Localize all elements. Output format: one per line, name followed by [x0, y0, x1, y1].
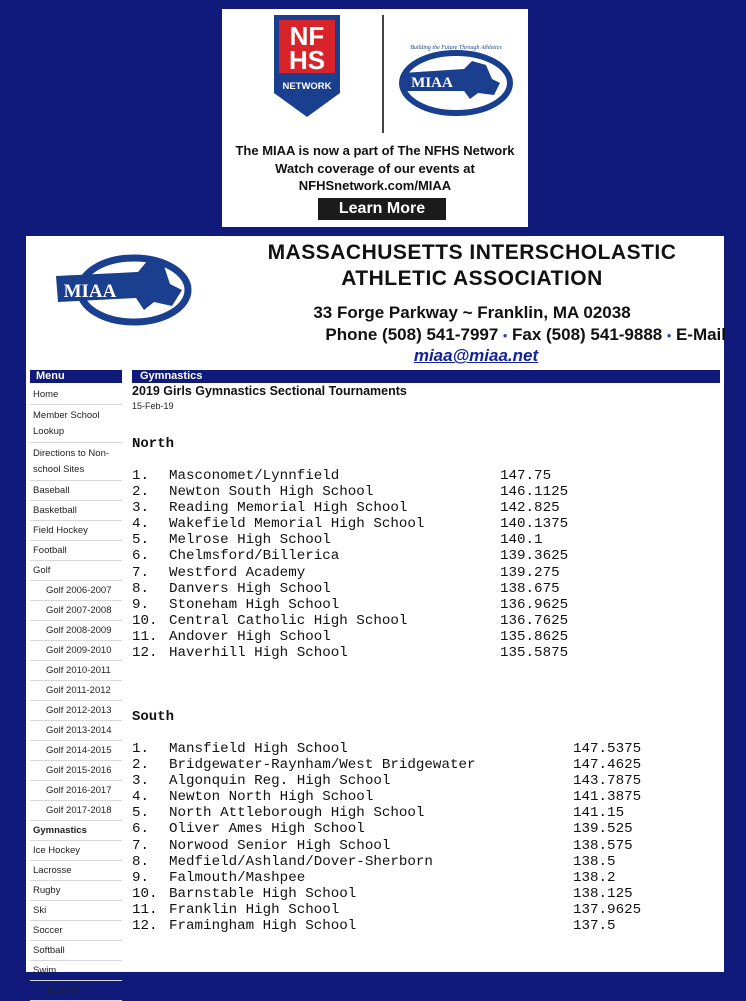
team-name: Medfield/Ashland/Dover-Sherborn: [169, 853, 433, 870]
sidebar-subitem-swim-2006-07[interactable]: 2006-07: [30, 981, 122, 1001]
rank: 10.: [132, 612, 158, 629]
team-name: North Attleborough High School: [169, 805, 425, 822]
sidebar-item-member-school-lookup[interactable]: Member School Lookup: [30, 405, 122, 443]
miaa-ad-logo-text: MIAA: [411, 75, 453, 91]
score: 139.3625: [500, 548, 569, 565]
sidebar-subitem-golf-2011-2012[interactable]: Golf 2011-2012: [30, 681, 122, 701]
rank: 9.: [132, 596, 150, 613]
score: 139.525: [573, 821, 633, 838]
section-heading-bar: Gymnastics: [132, 370, 720, 383]
sidebar-menu: [30, 385, 122, 1001]
ad-divider: [382, 15, 384, 133]
score: 140.1: [500, 532, 543, 549]
score: 142.825: [500, 500, 560, 517]
team-name: Bridgewater-Raynham/West Bridgewater: [169, 757, 476, 774]
page-title: 2019 Girls Gymnastics Sectional Tournaments: [132, 384, 407, 398]
rank: 6.: [132, 548, 150, 565]
sidebar-subitem-golf-2007-2008[interactable]: Golf 2007-2008: [30, 601, 122, 621]
sidebar-item-baseball[interactable]: Baseball: [30, 481, 122, 501]
sidebar-subitem-golf-2014-2015[interactable]: Golf 2014-2015: [30, 741, 122, 761]
team-name: Stoneham High School: [169, 596, 340, 613]
miaa-ad-logo: [394, 39, 514, 117]
org-title-line-2: ATHLETIC ASSOCIATION: [341, 267, 603, 290]
nfhs-ad-banner[interactable]: [222, 9, 528, 227]
nfhs-logo-nf: NF: [289, 21, 325, 51]
score: 141.15: [573, 805, 625, 822]
rank: 12.: [132, 645, 158, 662]
score: 146.1125: [500, 484, 569, 501]
team-name: Barnstable High School: [169, 885, 357, 902]
score: 136.7625: [500, 612, 569, 629]
sidebar-item-gymnastics[interactable]: Gymnastics: [30, 821, 122, 841]
separator-dot: •: [667, 328, 672, 343]
rank: 7.: [132, 564, 150, 581]
nfhs-logo-network: NETWORK: [282, 81, 332, 92]
sidebar-item-softball[interactable]: Softball: [30, 941, 122, 961]
email-link[interactable]: miaa@miaa.net: [413, 346, 539, 365]
rank: 4.: [132, 789, 150, 806]
team-name: Haverhill High School: [169, 645, 348, 662]
rank: 5.: [132, 805, 150, 822]
rank: 12.: [132, 918, 158, 935]
sidebar-subitem-golf-2015-2016[interactable]: Golf 2015-2016: [30, 761, 122, 781]
sidebar-item-directions[interactable]: Directions to Non-school Sites: [30, 443, 122, 481]
main-panel: [26, 236, 726, 996]
sidebar-item-football[interactable]: Football: [30, 541, 122, 561]
rank: 4.: [132, 516, 150, 533]
ad-line-2: Watch coverage of our events at: [275, 161, 475, 176]
team-name: Melrose High School: [169, 532, 331, 549]
sidebar-subitem-golf-2006-2007[interactable]: Golf 2006-2007: [30, 581, 122, 601]
menu-heading: Menu: [30, 370, 122, 383]
sidebar-item-basketball[interactable]: Basketball: [30, 501, 122, 521]
score: 135.5875: [500, 645, 569, 662]
learn-more-button[interactable]: Learn More: [318, 198, 446, 220]
org-address: 33 Forge Parkway ~ Franklin, MA 02038: [313, 303, 631, 322]
rank: 8.: [132, 580, 150, 597]
score: 147.5375: [573, 741, 642, 757]
team-name: Oliver Ames High School: [169, 821, 365, 838]
rank: 11.: [132, 901, 158, 918]
team-name: Masconomet/Lynnfield: [169, 468, 340, 484]
score: 141.3875: [573, 789, 642, 806]
sidebar-subitem-golf-2009-2010[interactable]: Golf 2009-2010: [30, 641, 122, 661]
nfhs-logo-hs: HS: [288, 45, 326, 75]
miaa-logo[interactable]: [52, 246, 192, 326]
team-name: Andover High School: [169, 628, 331, 645]
sidebar-subitem-golf-2010-2011[interactable]: Golf 2010-2011: [30, 661, 122, 681]
sidebar-subitem-golf-2008-2009[interactable]: Golf 2008-2009: [30, 621, 122, 641]
ad-line-1: The MIAA is now a part of The NFHS Network: [235, 143, 515, 158]
score: 137.5: [573, 918, 616, 935]
rank: 5.: [132, 532, 150, 549]
rank: 9.: [132, 869, 150, 886]
score: 147.4625: [573, 757, 642, 774]
score: 138.2: [573, 869, 616, 886]
team-name: Wakefield Memorial High School: [169, 516, 425, 533]
org-title-line-1: MASSACHUSETTS INTERSCHOLASTIC: [267, 241, 677, 264]
team-name: Framingham High School: [169, 918, 357, 935]
separator-dot: •: [503, 328, 508, 343]
rank: 2.: [132, 484, 150, 501]
team-name: Mansfield High School: [169, 741, 348, 757]
fax-number: Fax (508) 541-9888: [511, 325, 663, 344]
sidebar-item-ice-hockey[interactable]: Ice Hockey: [30, 841, 122, 861]
rank: 10.: [132, 885, 158, 902]
team-name: Algonquin Reg. High School: [169, 773, 391, 790]
score: 136.9625: [500, 596, 569, 613]
contact-line: [206, 324, 726, 347]
score: 140.1375: [500, 516, 569, 533]
north-heading: North: [132, 436, 175, 452]
team-name: Chelmsford/Billerica: [169, 548, 340, 565]
rank: 3.: [132, 773, 150, 790]
rank: 8.: [132, 853, 150, 870]
sidebar-subitem-golf-2016-2017[interactable]: Golf 2016-2017: [30, 781, 122, 801]
team-name: Newton North High School: [169, 789, 374, 806]
team-name: Danvers High School: [169, 580, 331, 597]
ad-line-3: NFHSnetwork.com/MIAA: [298, 178, 452, 193]
score: 138.575: [573, 837, 633, 854]
team-name: Reading Memorial High School: [169, 500, 408, 517]
sidebar-item-field-hockey[interactable]: Field Hockey: [30, 521, 122, 541]
email-label: E-Mail: [675, 325, 726, 344]
score: 143.7875: [573, 773, 642, 790]
sidebar-subitem-golf-2012-2013[interactable]: Golf 2012-2013: [30, 701, 122, 721]
team-name: Falmouth/Mashpee: [169, 869, 306, 886]
rank: 1.: [132, 741, 150, 757]
score: 138.5: [573, 853, 616, 870]
rank: 7.: [132, 837, 150, 854]
rank: 11.: [132, 628, 158, 645]
score: 135.8625: [500, 628, 569, 645]
score: 138.125: [573, 885, 633, 902]
sidebar-item-swim[interactable]: Swim: [30, 961, 122, 981]
team-name: Newton South High School: [169, 484, 374, 501]
score: 138.675: [500, 580, 560, 597]
score: 147.75: [500, 468, 552, 484]
score: 139.275: [500, 564, 560, 581]
team-name: Norwood Senior High School: [169, 837, 391, 854]
sidebar-item-rugby[interactable]: Rugby: [30, 881, 122, 901]
miaa-logo-text: MIAA: [63, 281, 117, 302]
nfhs-network-logo: [270, 13, 344, 121]
miaa-ad-tagline: Building the Future Through Athletics: [410, 45, 502, 51]
team-name: Westford Academy: [169, 564, 306, 581]
sidebar-item-ski[interactable]: Ski: [30, 901, 122, 921]
sidebar-item-home[interactable]: Home: [30, 385, 122, 405]
rank: 3.: [132, 500, 150, 517]
score: 137.9625: [573, 901, 642, 918]
south-heading: South: [132, 709, 175, 725]
sidebar-item-golf[interactable]: Golf: [30, 561, 122, 581]
sidebar-subitem-golf-2017-2018[interactable]: Golf 2017-2018: [30, 801, 122, 821]
rank: 6.: [132, 821, 150, 838]
rank: 1.: [132, 468, 150, 484]
sidebar-subitem-golf-2013-2014[interactable]: Golf 2013-2014: [30, 721, 122, 741]
sidebar-item-soccer[interactable]: Soccer: [30, 921, 122, 941]
team-name: Central Catholic High School: [169, 612, 408, 629]
phone-number: Phone (508) 541-7997: [325, 325, 499, 344]
page-date: 15-Feb-19: [132, 401, 174, 411]
sidebar-item-lacrosse[interactable]: Lacrosse: [30, 861, 122, 881]
rank: 2.: [132, 757, 150, 774]
team-name: Franklin High School: [169, 901, 340, 918]
